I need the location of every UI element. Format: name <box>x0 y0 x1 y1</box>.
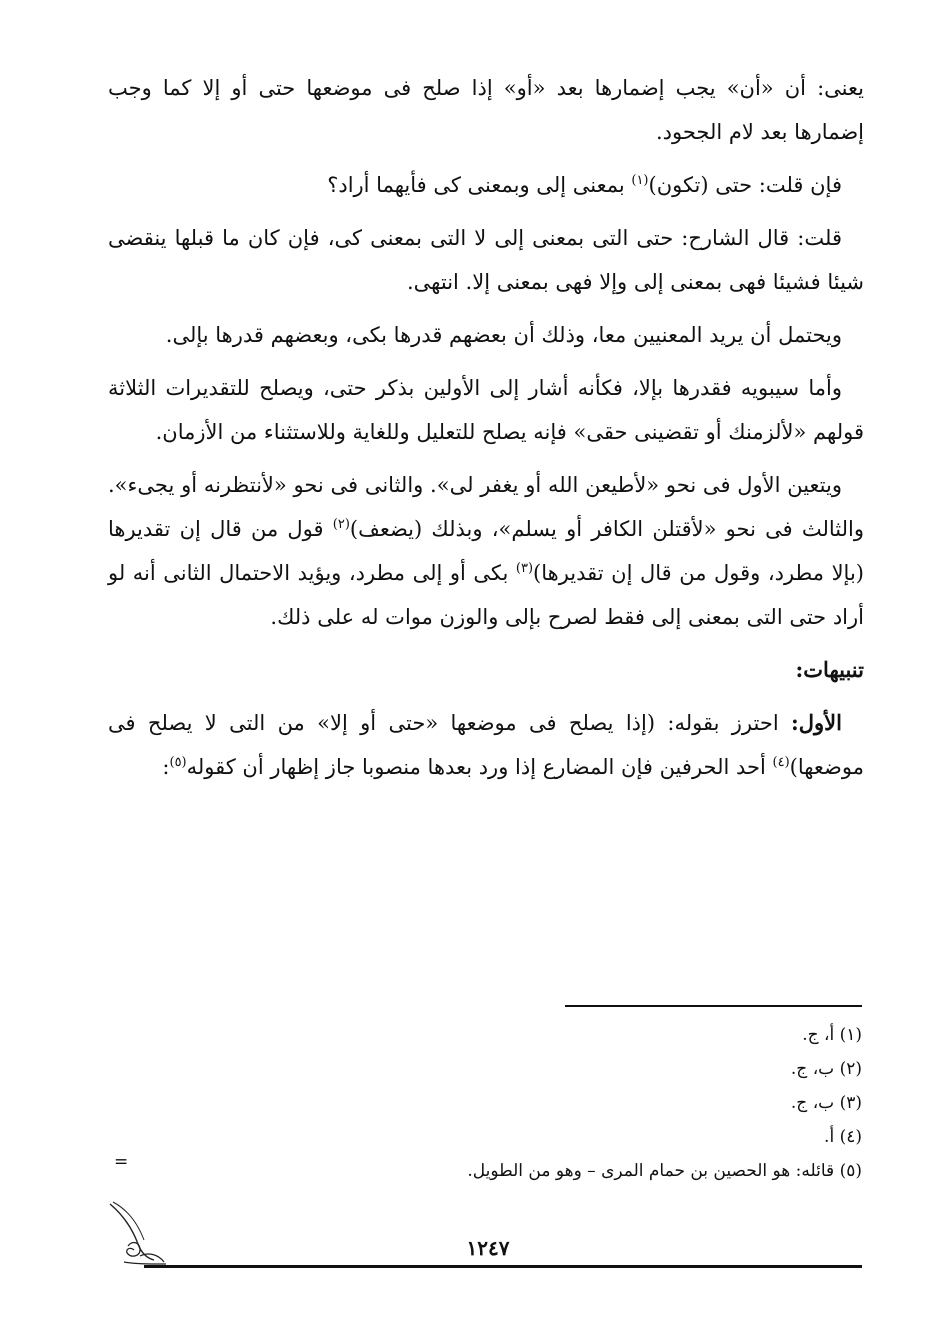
footnote-1: (١) أ، ج. <box>802 1025 862 1045</box>
section-heading: تنبيهات: <box>795 657 864 682</box>
footnote-2: (٢) ب، ج. <box>790 1059 862 1079</box>
paragraph-7-text-c: : <box>162 755 170 779</box>
bottom-rule <box>144 1265 862 1268</box>
footnote-ref-1: (١) <box>631 173 649 188</box>
paragraph-7-text-a: احترز بقوله: (إذا يصلح فى موضعها «حتى أو إلا» من التى لا يصلح فى موضعها) <box>108 711 864 779</box>
quill-ornament-icon <box>104 1198 174 1273</box>
paragraph-2-text-a: فإن قلت: حتى (تكون) <box>648 173 842 197</box>
footnote-ref-4: (٤) <box>772 755 790 770</box>
paragraph-2 <box>108 163 864 207</box>
paragraph-6-text-c: بكى أو إلى مطرد، ويؤيد الاحتمال الثانى أنه لو أراد حتى التى بمعنى إلى فقط لصرح بإلى والوزن موات له على ذلك. <box>108 561 864 629</box>
footnote-ref-3: (٣) <box>515 561 534 576</box>
paragraph-6-text-b: قول من قال إن تقديرها (بإلا مطرد، وقول من قال إن تقديرها) <box>108 517 864 585</box>
paragraph-7 <box>108 701 864 789</box>
continuation-mark: = <box>114 1152 129 1172</box>
paragraph-2-text-b: بمعنى إلى وبمعنى كى فأيهما أراد؟ <box>327 173 632 197</box>
paragraph-1: يعنى: أن «أن» يجب إضمارها بعد «أو» إذا صلح فى موضعها حتى أو إلا كما وجب إضمارها بعد لام الجحود. <box>108 76 864 144</box>
footnote-3: (٣) ب، ج. <box>790 1093 862 1113</box>
footnote-ref-5: (٥) <box>169 755 187 770</box>
footnote-ref-2: (٢) <box>332 517 350 532</box>
paragraph-6-text-a: ويتعين الأول فى نحو «لأطيعن الله أو يغفر لى». والثانى فى نحو «لأنتظرنه أو يجىء». والثالث فى نحو «لأقتلن الكافر أو يسلم»، وبذلك (يضعف) <box>108 473 864 541</box>
footnote-5: (٥) قائله: هو الحصين بن حمام المرى – وهو من الطويل. <box>467 1161 862 1181</box>
paragraph-3: قلت: قال الشارح: حتى التى بمعنى إلى لا التى بمعنى كى، فإن كان ما قبلها ينقضى شيئا فشيئا فهى بمعنى إلى وإلا فهى بمعنى إلا. انتهى. <box>108 226 864 294</box>
footnote-4: (٤) أ. <box>824 1127 862 1147</box>
paragraph-7-text-b: أحد الحرفين فإن المضارع إذا ورد بعدها منصوبا جاز إظهار أن كقوله <box>186 755 773 779</box>
page-number: ١٢٤٧ <box>466 1236 510 1260</box>
paragraph-4: ويحتمل أن يريد المعنيين معا، وذلك أن بعضهم قدرها بكى، وبعضهم قدرها بإلى. <box>165 323 842 347</box>
footnotes <box>420 1018 862 1188</box>
paragraph-6 <box>108 463 864 639</box>
main-text <box>108 66 864 798</box>
paragraph-5: وأما سيبويه فقدرها بإلا، فكأنه أشار إلى الأولين بذكر حتى، ويصلح للتقديرات الثلاثة قولهم «لألزمنك أو تقضينى حقى» فإنه يصلح للتعليل وللغاية وللاستثناء من الأزمان. <box>108 376 864 444</box>
footnote-separator <box>565 1005 862 1007</box>
paragraph-7-lead: الأول: <box>791 710 842 735</box>
